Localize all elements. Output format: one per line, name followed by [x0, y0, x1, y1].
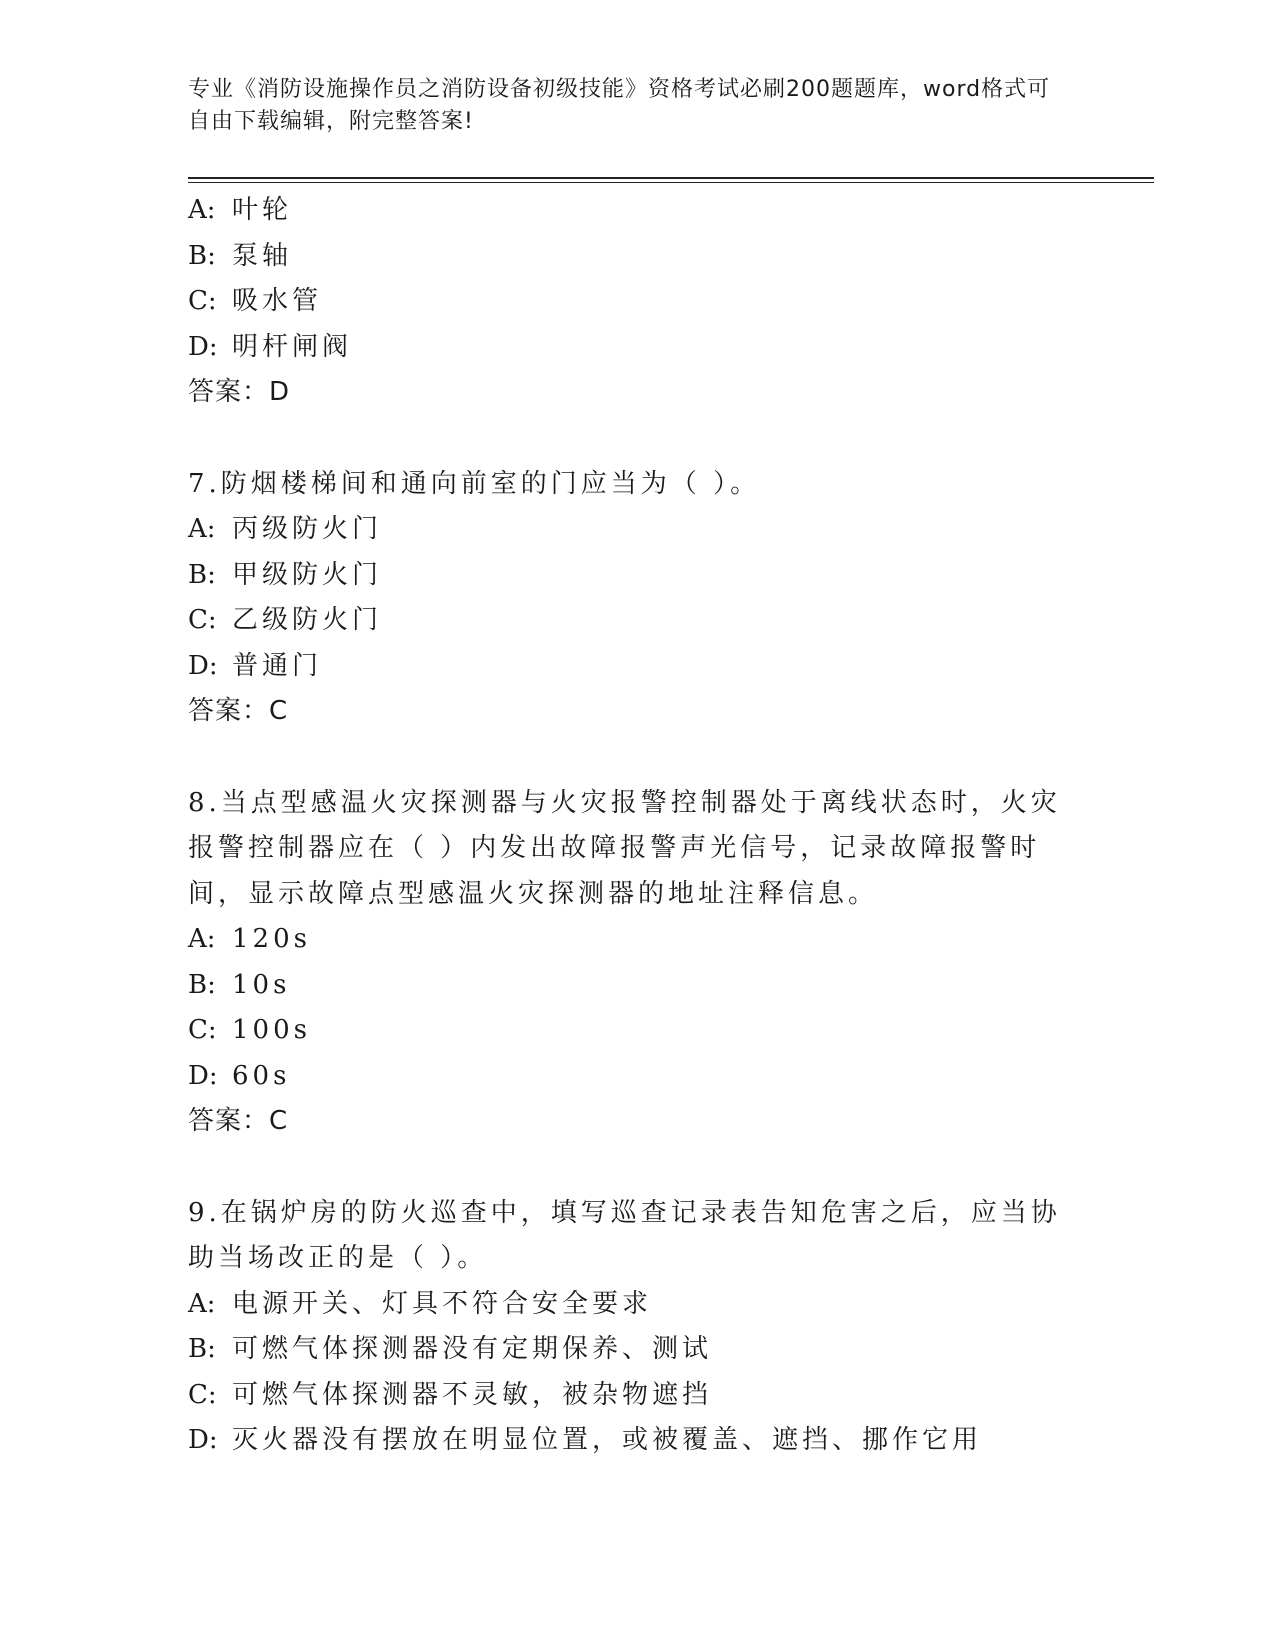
option-label: B: [188, 969, 216, 1000]
option-b [188, 1327, 1088, 1373]
option-d [188, 325, 1088, 371]
option-text: 普通门 [232, 650, 323, 681]
option-text: 可燃气体探测器没有定期保养、测试 [232, 1334, 713, 1364]
option-c [188, 1008, 1088, 1054]
option-b [188, 963, 1088, 1009]
answer: 答案：C [188, 1106, 289, 1136]
option-label: D: [188, 331, 218, 362]
option-label: A: [188, 514, 216, 544]
answer: 答案：D [188, 377, 291, 407]
option-label: D: [188, 1425, 218, 1455]
option-text: 明杆闸阀 [232, 331, 353, 362]
option-text: 吸水管 [232, 286, 323, 316]
option-label: C: [188, 605, 217, 635]
option-text: 乙级防火门 [232, 605, 383, 635]
option-text: 120s [232, 924, 311, 954]
option-text: 灭火器没有摆放在明显位置，或被覆盖、遮挡、挪作它用 [232, 1425, 983, 1455]
option-d [188, 1054, 1088, 1100]
question-list [188, 188, 1088, 1464]
option-c [188, 279, 1088, 325]
option-d [188, 644, 1088, 690]
option-c [188, 1373, 1088, 1419]
option-text: 10s [232, 969, 291, 1000]
question-6 [188, 188, 1088, 416]
option-label: C: [188, 286, 217, 316]
question-text: 7.防烟楼梯间和通向前室的门应当为（ ）。 [188, 468, 761, 499]
option-text: 叶轮 [232, 195, 293, 225]
option-b [188, 553, 1088, 599]
header-rule-thick [188, 177, 1154, 179]
option-b [188, 234, 1088, 280]
option-d [188, 1418, 1088, 1464]
question-text: 8.当点型感温火灾探测器与火灾报警控制器处于离线状态时，火灾报警控制器应在（ ）内发出故障报警声光信号，记录故障报警时间，显示故障点型感温火灾探测器的地址注释信息。 [188, 787, 1061, 909]
option-label: A: [188, 195, 216, 225]
option-label: B: [188, 1334, 216, 1364]
option-a [188, 1282, 1088, 1328]
question-8 [188, 781, 1088, 1145]
option-a [188, 507, 1088, 553]
question-text: 9.在锅炉房的防火巡查中，填写巡查记录表告知危害之后，应当协助当场改正的是（ ）。 [188, 1197, 1061, 1273]
answer: 答案：C [188, 696, 289, 726]
question-9 [188, 1191, 1088, 1464]
option-text: 丙级防火门 [232, 514, 383, 544]
option-label: D: [188, 1060, 218, 1091]
option-text: 60s [232, 1060, 291, 1091]
option-text: 泵轴 [232, 240, 293, 271]
option-label: A: [188, 924, 216, 954]
option-label: B: [188, 240, 216, 271]
question-7 [188, 462, 1088, 735]
option-a [188, 188, 1088, 234]
option-text: 甲级防火门 [232, 559, 383, 590]
option-label: C: [188, 1379, 217, 1410]
option-label: B: [188, 559, 216, 590]
option-text: 100s [232, 1015, 311, 1045]
page-header: 专业《消防设施操作员之消防设备初级技能》资格考试必刷200题题库，word格式可自由下载编辑，附完整答案! [188, 77, 1051, 134]
option-label: D: [188, 650, 218, 681]
header-rule-thin [188, 182, 1154, 183]
option-a [188, 917, 1088, 963]
option-label: A: [188, 1288, 216, 1319]
option-text: 电源开关、灯具不符合安全要求 [232, 1288, 653, 1319]
option-label: C: [188, 1015, 217, 1045]
option-text: 可燃气体探测器不灵敏，被杂物遮挡 [232, 1379, 713, 1410]
option-c [188, 598, 1088, 644]
